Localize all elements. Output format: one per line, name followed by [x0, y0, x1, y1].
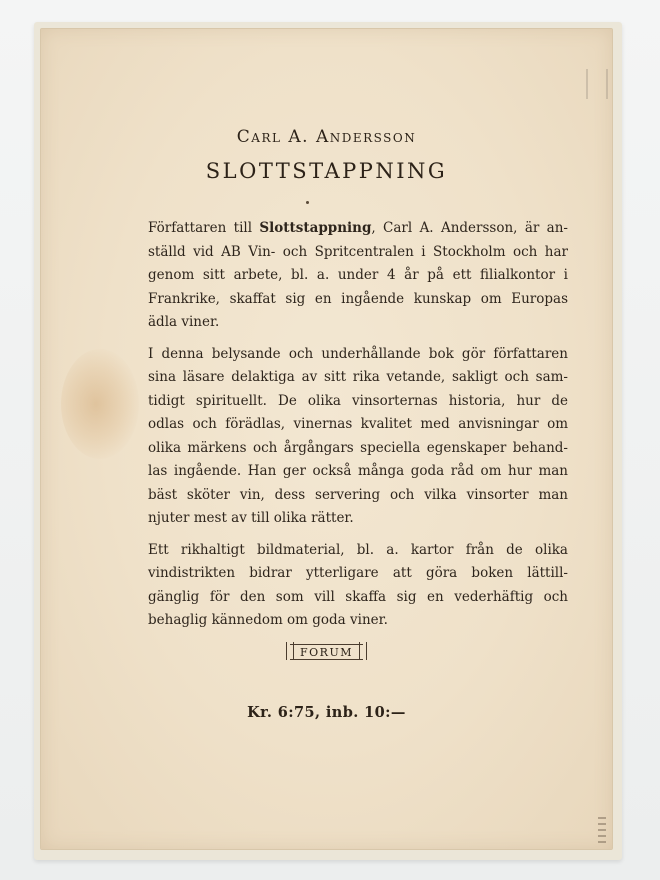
blurb-line: olika märkens och årgångars speciella egenskaper behand- [148, 439, 568, 456]
blurb-line: I denna belysande och underhållande bok gör författaren [148, 345, 568, 362]
blurb-line: las ingående. Han ger också många goda råd om hur man [148, 463, 568, 479]
blurb-line: bäst sköter vin, dess servering och vilka vinsorter man [148, 486, 568, 503]
author-name: Carl A. Andersson [236, 127, 417, 147]
edge-wear [598, 817, 606, 847]
blurb-line: behaglig kännedom om goda viner. [148, 612, 388, 628]
blurb-line: ädla viner. [148, 314, 220, 330]
blurb-line: sina läsare delaktiga av sitt rika vetande, sakligt och sam- [148, 369, 568, 385]
book-title: SLOTTSTAPPNING [205, 159, 448, 183]
blurb [148, 217, 568, 641]
blurb-line: odlas och förädlas, vinernas kvalitet med anvisningar om [148, 416, 568, 432]
blurb-line: gänglig för den som vill skaffa sig en vederhäftig och [148, 588, 568, 605]
blurb-line: vindistrikten bidrar ytterligare att göra boken lättill- [148, 565, 568, 581]
blurb-text: , Carl A. Andersson, är an- [371, 220, 568, 236]
blurb-line: ställd vid AB Vin- och Spritcentralen i Stockholm och har [148, 243, 568, 260]
blurb-line: tidigt spirituellt. De olika vinsorternas historia, hur de [148, 392, 568, 409]
publisher-imprint [41, 641, 612, 660]
blurb-paragraph-3 [148, 539, 568, 633]
blurb-text: Författaren till [148, 220, 260, 236]
blurb-line: genom sitt arbete, bl. a. under 4 år på ett filialkontor i [148, 267, 568, 283]
blurb-line [148, 217, 568, 241]
price-label: Kr. 6:75, inb. 10:— [247, 704, 406, 721]
blurb-line: Frankrike, skaffat sig en ingående kunskap om Europas [148, 290, 568, 307]
ornament-dot [306, 201, 309, 204]
book [34, 22, 622, 860]
blurb-line: Ett rikhaltigt bildmaterial, bl. a. kartor från de olika [148, 541, 568, 558]
corner-mark [586, 69, 608, 99]
stain-mark [61, 349, 139, 459]
blurb-paragraph-2 [148, 343, 568, 531]
publisher-logo: FORUM [290, 644, 363, 660]
blurb-paragraph-1 [148, 217, 568, 335]
back-cover [40, 28, 613, 850]
blurb-title-mention: Slottstappning [259, 220, 372, 236]
blurb-line: njuter mest av till olika rätter. [148, 510, 354, 526]
